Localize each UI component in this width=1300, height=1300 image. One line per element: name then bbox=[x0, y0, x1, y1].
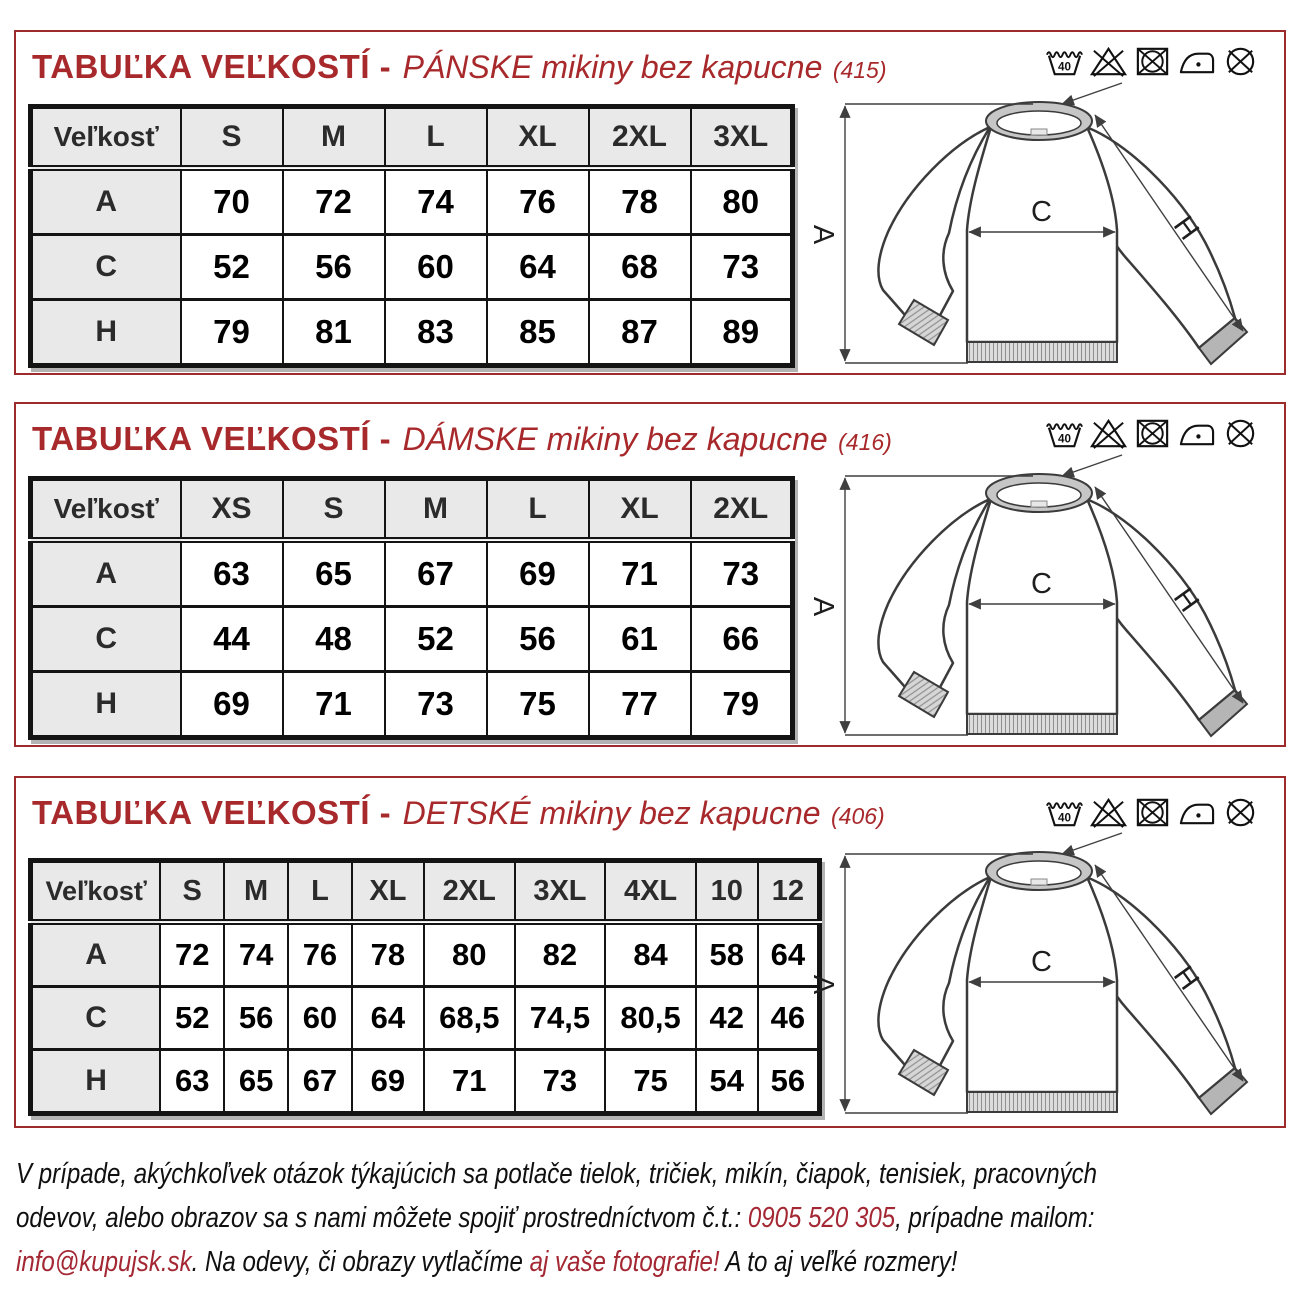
contact-note bbox=[16, 1152, 1288, 1284]
measurement-cell: 75 bbox=[487, 672, 589, 738]
footer-text: , prípadne mailom: bbox=[895, 1202, 1095, 1234]
dimension-label-cell: A bbox=[31, 168, 181, 235]
size-column-header: Veľkosť bbox=[31, 107, 181, 169]
sweatshirt-drawing bbox=[828, 452, 1278, 747]
phone-number[interactable]: 0905 520 305 bbox=[747, 1202, 896, 1234]
dimension-label-cell: C bbox=[31, 607, 181, 672]
footer-text: odevov, alebo obrazov sa s nami môžete spojiť prostredníctvom č.t.: bbox=[16, 1202, 748, 1234]
dimension-label-cell: H bbox=[31, 1050, 161, 1114]
measurement-cell: 65 bbox=[224, 1050, 288, 1114]
measurement-cell: 82 bbox=[515, 922, 606, 987]
do-not-bleach-icon bbox=[1089, 417, 1128, 450]
measurement-cell: 60 bbox=[385, 235, 487, 300]
sweatshirt-diagram bbox=[807, 830, 1278, 1125]
measurement-cell: 44 bbox=[181, 607, 283, 672]
measurement-cell: 65 bbox=[283, 540, 385, 607]
do-not-dry-clean-icon bbox=[1221, 796, 1260, 829]
header-row bbox=[31, 479, 793, 541]
size-header-cell: 2XL bbox=[691, 479, 793, 541]
iron-one-dot-icon bbox=[1177, 417, 1216, 450]
size-header-cell: 4XL bbox=[605, 861, 696, 923]
email-address[interactable]: info@kupujsk.sk bbox=[16, 1246, 192, 1278]
contact-note-line-1 bbox=[16, 1152, 1098, 1196]
size-header-cell: XS bbox=[181, 479, 283, 541]
title-main: TABUĽKA VEĽKOSTÍ - bbox=[32, 420, 392, 457]
measurement-cell: 69 bbox=[352, 1050, 424, 1114]
measurement-cell: 52 bbox=[181, 235, 283, 300]
measurement-cell: 71 bbox=[283, 672, 385, 738]
sweatshirt-diagram bbox=[807, 80, 1278, 375]
dim-label-a: A bbox=[807, 224, 840, 245]
measurement-cell: 89 bbox=[691, 300, 793, 366]
size-header-cell: M bbox=[385, 479, 487, 541]
measurement-cell: 78 bbox=[352, 922, 424, 987]
highlight-text: aj vaše fotografie! bbox=[529, 1246, 720, 1278]
measurement-cell: 46 bbox=[758, 987, 820, 1050]
size-header-cell: XL bbox=[589, 479, 691, 541]
measurement-cell: 67 bbox=[385, 540, 487, 607]
dim-label-c: C bbox=[1031, 196, 1052, 228]
title-main: TABUĽKA VEĽKOSTÍ - bbox=[32, 48, 392, 85]
care-symbols-row bbox=[1045, 796, 1260, 829]
measurement-cell: 56 bbox=[283, 235, 385, 300]
dimension-label-cell: H bbox=[31, 672, 181, 738]
sweatshirt-drawing bbox=[828, 80, 1278, 375]
measurement-cell: 71 bbox=[424, 1050, 515, 1114]
wash-40-icon bbox=[1045, 796, 1084, 829]
measurement-cell: 66 bbox=[691, 607, 793, 672]
size-header-cell: S bbox=[181, 107, 283, 169]
size-column-header: Veľkosť bbox=[31, 479, 181, 541]
measurement-cell: 73 bbox=[691, 540, 793, 607]
measurement-cell: 81 bbox=[283, 300, 385, 366]
measurement-cell: 70 bbox=[181, 168, 283, 235]
page-title bbox=[32, 794, 885, 832]
dim-label-h: H bbox=[1166, 582, 1205, 619]
wash-40-icon bbox=[1045, 417, 1084, 450]
size-header-cell: L bbox=[487, 479, 589, 541]
dim-label-a: A bbox=[807, 596, 840, 617]
product-code: (406) bbox=[831, 803, 885, 829]
panel-kids-sweatshirts bbox=[14, 776, 1286, 1128]
size-header-cell: XL bbox=[352, 861, 424, 923]
measurement-cell: 72 bbox=[283, 168, 385, 235]
table-row bbox=[31, 672, 793, 738]
size-table-women bbox=[28, 476, 795, 740]
measurement-cell: 48 bbox=[283, 607, 385, 672]
measurement-cell: 67 bbox=[288, 1050, 352, 1114]
measurement-cell: 78 bbox=[589, 168, 691, 235]
measurement-cell: 63 bbox=[160, 1050, 224, 1114]
table-row bbox=[31, 540, 793, 607]
do-not-dry-clean-icon bbox=[1221, 417, 1260, 450]
sweatshirt-diagram bbox=[807, 452, 1278, 747]
table-row bbox=[31, 607, 793, 672]
measurement-cell: 75 bbox=[605, 1050, 696, 1114]
table-row bbox=[31, 300, 793, 366]
measurement-cell: 56 bbox=[487, 607, 589, 672]
size-table-men bbox=[28, 104, 795, 368]
iron-one-dot-icon bbox=[1177, 796, 1216, 829]
measurement-cell: 80,5 bbox=[605, 987, 696, 1050]
header-row bbox=[31, 107, 793, 169]
measurement-cell: 76 bbox=[487, 168, 589, 235]
title-variant: DÁMSKE mikiny bez kapucne bbox=[402, 421, 828, 457]
measurement-cell: 52 bbox=[385, 607, 487, 672]
footer-text: V prípade, akýchkoľvek otázok týkajúcich sa potlače tielok, tričiek, mikín, čiapok, tenisiek, pracovných bbox=[16, 1158, 1098, 1190]
page-title bbox=[32, 48, 887, 86]
size-header-cell: L bbox=[385, 107, 487, 169]
size-header-cell: 2XL bbox=[424, 861, 515, 923]
measurement-cell: 52 bbox=[160, 987, 224, 1050]
size-header-cell: 10 bbox=[696, 861, 758, 923]
measurement-cell: 68,5 bbox=[424, 987, 515, 1050]
size-header-cell: M bbox=[224, 861, 288, 923]
table-row bbox=[31, 987, 820, 1050]
do-not-dry-clean-icon bbox=[1221, 45, 1260, 78]
dim-label-h: H bbox=[1166, 960, 1205, 997]
dim-label-c: C bbox=[1031, 568, 1052, 600]
dimension-label-cell: H bbox=[31, 300, 181, 366]
footer-text: . Na odevy, či obrazy vytlačíme bbox=[191, 1246, 530, 1278]
iron-one-dot-icon bbox=[1177, 45, 1216, 78]
do-not-tumble-dry-icon bbox=[1133, 417, 1172, 450]
table-row bbox=[31, 1050, 820, 1114]
wash-40-icon bbox=[1045, 45, 1084, 78]
size-column-header: Veľkosť bbox=[31, 861, 161, 923]
dimension-label-cell: A bbox=[31, 922, 161, 987]
measurement-cell: 56 bbox=[224, 987, 288, 1050]
measurement-cell: 63 bbox=[181, 540, 283, 607]
measurement-cell: 64 bbox=[352, 987, 424, 1050]
size-header-cell: 2XL bbox=[589, 107, 691, 169]
measurement-cell: 84 bbox=[605, 922, 696, 987]
product-code: (415) bbox=[832, 57, 887, 83]
dim-label-c: C bbox=[1031, 946, 1052, 978]
care-symbols-row bbox=[1045, 45, 1260, 78]
contact-note-line-3 bbox=[16, 1240, 1072, 1284]
measurement-cell: 56 bbox=[758, 1050, 820, 1114]
dimension-label-cell: C bbox=[31, 235, 181, 300]
table-row bbox=[31, 168, 793, 235]
do-not-tumble-dry-icon bbox=[1133, 796, 1172, 829]
size-header-cell: M bbox=[283, 107, 385, 169]
do-not-bleach-icon bbox=[1089, 796, 1128, 829]
svg-text:40: 40 bbox=[1057, 60, 1072, 74]
measurement-cell: 64 bbox=[758, 922, 820, 987]
size-header-cell: S bbox=[160, 861, 224, 923]
dimension-label-cell: A bbox=[31, 540, 181, 607]
measurement-cell: 72 bbox=[160, 922, 224, 987]
measurement-cell: 74 bbox=[224, 922, 288, 987]
measurement-cell: 79 bbox=[181, 300, 283, 366]
contact-note-line-2 bbox=[16, 1196, 1095, 1240]
title-variant: PÁNSKE mikiny bez kapucne bbox=[402, 49, 823, 85]
page-title bbox=[32, 420, 892, 458]
header-row bbox=[31, 861, 820, 923]
measurement-cell: 61 bbox=[589, 607, 691, 672]
size-header-cell: XL bbox=[487, 107, 589, 169]
size-header-cell: 3XL bbox=[515, 861, 606, 923]
measurement-cell: 74 bbox=[385, 168, 487, 235]
measurement-cell: 54 bbox=[696, 1050, 758, 1114]
measurement-cell: 64 bbox=[487, 235, 589, 300]
footer-text: A to aj veľké rozmery! bbox=[719, 1246, 958, 1278]
care-symbols-row bbox=[1045, 417, 1260, 450]
measurement-cell: 42 bbox=[696, 987, 758, 1050]
measurement-cell: 73 bbox=[515, 1050, 606, 1114]
measurement-cell: 87 bbox=[589, 300, 691, 366]
measurement-cell: 73 bbox=[385, 672, 487, 738]
table-row bbox=[31, 235, 793, 300]
panel-men-sweatshirts bbox=[14, 30, 1286, 375]
measurement-cell: 68 bbox=[589, 235, 691, 300]
do-not-bleach-icon bbox=[1089, 45, 1128, 78]
size-header-cell: 3XL bbox=[691, 107, 793, 169]
title-variant: DETSKÉ mikiny bez kapucne bbox=[402, 795, 821, 831]
measurement-cell: 74,5 bbox=[515, 987, 606, 1050]
measurement-cell: 76 bbox=[288, 922, 352, 987]
measurement-cell: 80 bbox=[424, 922, 515, 987]
measurement-cell: 77 bbox=[589, 672, 691, 738]
size-header-cell: L bbox=[288, 861, 352, 923]
measurement-cell: 83 bbox=[385, 300, 487, 366]
do-not-tumble-dry-icon bbox=[1133, 45, 1172, 78]
table-row bbox=[31, 922, 820, 987]
sweatshirt-drawing bbox=[828, 830, 1278, 1125]
product-code: (416) bbox=[838, 429, 892, 455]
measurement-cell: 85 bbox=[487, 300, 589, 366]
svg-text:40: 40 bbox=[1057, 432, 1072, 446]
measurement-cell: 69 bbox=[181, 672, 283, 738]
measurement-cell: 73 bbox=[691, 235, 793, 300]
measurement-cell: 80 bbox=[691, 168, 793, 235]
dim-label-h: H bbox=[1166, 210, 1205, 247]
measurement-cell: 60 bbox=[288, 987, 352, 1050]
title-main: TABUĽKA VEĽKOSTÍ - bbox=[32, 794, 392, 831]
panel-women-sweatshirts bbox=[14, 402, 1286, 747]
measurement-cell: 69 bbox=[487, 540, 589, 607]
size-header-cell: 12 bbox=[758, 861, 820, 923]
measurement-cell: 71 bbox=[589, 540, 691, 607]
svg-text:40: 40 bbox=[1057, 811, 1072, 825]
dimension-label-cell: C bbox=[31, 987, 161, 1050]
measurement-cell: 58 bbox=[696, 922, 758, 987]
measurement-cell: 79 bbox=[691, 672, 793, 738]
size-table-kids bbox=[28, 858, 822, 1116]
size-header-cell: S bbox=[283, 479, 385, 541]
dim-label-a: A bbox=[807, 974, 840, 995]
